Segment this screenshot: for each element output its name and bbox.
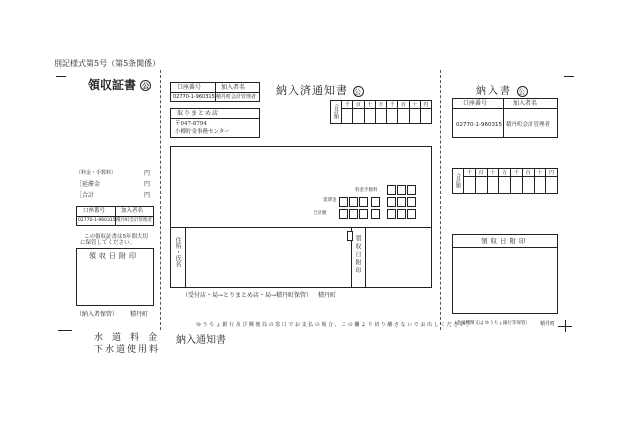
receipt-stamp-box: [76, 248, 154, 306]
notice-digit: 百: [397, 101, 408, 123]
sum-square: [339, 209, 348, 219]
fee-square: [407, 185, 416, 195]
late-square: [387, 197, 396, 207]
receipt-name-header: 加入者名: [121, 208, 144, 214]
payment-account-number: 02770-1-960315: [456, 122, 502, 128]
notice-main-box: [170, 146, 432, 288]
notice-late-label: 延滞金: [323, 198, 337, 203]
fee-title-line2: 下水道使用料: [94, 345, 161, 355]
payment-total-label: 合計額: [455, 173, 461, 188]
crop-mark: [58, 330, 72, 331]
notice-collector-box: [170, 108, 260, 138]
fee-square: [387, 185, 396, 195]
receipt-amount-box: [76, 168, 154, 198]
receipt-fee-unit: 円: [144, 170, 151, 177]
notice-account-box: [170, 82, 260, 102]
notice-small-square: [347, 231, 353, 241]
payment-stamp-box: [452, 234, 558, 314]
fee-title-line1: 水道料金: [94, 333, 167, 343]
payment-account-header: 口座番号: [463, 100, 488, 107]
payment-digit: 十: [534, 169, 546, 193]
receipt-late-unit: 円: [144, 181, 151, 188]
sum-square: [359, 209, 368, 219]
payment-footer: （金融機関又は ゆうちょ銀行等保管）: [452, 321, 530, 326]
late-square: [349, 197, 358, 207]
notice-footer: （受付店・局→とりまとめ店・局→積丹町保管）: [182, 292, 313, 299]
payment-account-box: [452, 98, 558, 138]
notice-total-box: [330, 100, 432, 124]
payment-digit: 十: [487, 169, 499, 193]
receipt-fee-label: （料金・手数料）: [76, 170, 117, 176]
sum-square: [387, 209, 396, 219]
notice-digit: 千: [341, 101, 352, 123]
receipt-note-line2: に保管してください。: [80, 240, 136, 246]
late-square: [359, 197, 368, 207]
notice-digit: 千: [386, 101, 397, 123]
notice-collector-header: 取りまとめ店: [177, 110, 220, 117]
crop-mark: [564, 76, 574, 77]
payment-digit: 千: [510, 169, 522, 193]
late-square: [397, 197, 406, 207]
payment-total-box: [452, 168, 558, 194]
notice-postal-code: 〒047-8794: [175, 121, 207, 127]
receipt-account-header: 口座番号: [83, 208, 106, 214]
payment-digit: 百: [475, 169, 487, 193]
notice-digit: 十: [409, 101, 420, 123]
receipt-footer-town: 積丹町: [130, 311, 149, 318]
payment-digit: 百: [522, 169, 534, 193]
notice-total-label: 合計額: [333, 104, 339, 119]
crop-mark: [565, 320, 566, 332]
payment-stamp-header: 領収日附印: [481, 237, 529, 245]
receipt-note-line1: この領収証書は5年間大切: [84, 234, 149, 240]
notice-account-name: 積丹町会計管理者: [216, 94, 257, 100]
notice-digit: 百: [352, 101, 363, 123]
notice-sum-label: 合計額: [313, 211, 327, 216]
notice-address-label: 住所・氏名: [174, 237, 181, 267]
bottom-note: ゆうちょ銀行及び郵便局の窓口でお支払の場合、この欄より切り離さないでお出しください。: [196, 322, 474, 328]
fee-square: [397, 185, 406, 195]
late-square: [407, 197, 416, 207]
separator-left: [160, 70, 161, 330]
late-square: [371, 197, 380, 207]
fee-title-label: 納入通知書: [176, 335, 226, 346]
payment-digit: 万: [498, 169, 510, 193]
payment-digit: 千: [463, 169, 475, 193]
receipt-account-name: 積丹町会計管理者: [116, 218, 152, 223]
receipt-stamp-header: 領収日附印: [89, 252, 139, 260]
notice-digit: 円: [420, 101, 431, 123]
receipt-title: 領収証書 公: [88, 78, 150, 92]
receipt-account-box: [76, 206, 154, 226]
notice-digit: 万: [375, 101, 386, 123]
notice-account-header: 口座番号: [177, 84, 202, 91]
payment-title: 納入書 公: [476, 86, 528, 97]
receipt-footer: （納入者保管）: [76, 311, 119, 318]
receipt-late-label: ［延滞金: [76, 181, 101, 188]
receipt-total-unit: 円: [144, 192, 151, 199]
notice-collector-name: 小樽貯金事務センター: [175, 129, 230, 135]
notice-stamp-label: 領収日附印: [354, 235, 361, 275]
notice-title: 納入済通知書 公: [276, 84, 362, 97]
separator-right: [440, 70, 441, 330]
payment-digit: 円: [545, 169, 557, 193]
late-square: [339, 197, 348, 207]
notice-name-header: 加入者名: [221, 84, 246, 91]
payment-digit-row: [463, 169, 557, 193]
sum-square: [371, 209, 380, 219]
sum-square: [397, 209, 406, 219]
receipt-total-label: ［合計: [76, 192, 95, 199]
form-label: 別記様式第5号（第5条関係）: [54, 59, 161, 68]
notice-fee-label: 料金手数料: [355, 188, 378, 193]
payment-footer-town: 積丹町: [540, 321, 556, 327]
notice-digit: 十: [364, 101, 375, 123]
sum-square: [407, 209, 416, 219]
receipt-account-number: 02770-1-960315: [78, 218, 116, 223]
payment-account-name: 積丹町会計管理者: [506, 122, 551, 128]
notice-digit-row: [341, 101, 431, 123]
sum-square: [349, 209, 358, 219]
crop-mark: [56, 76, 66, 77]
notice-account-number: 02770-1-960315: [173, 94, 215, 100]
notice-footer-town: 積丹町: [318, 292, 337, 299]
payment-name-header: 加入者名: [513, 100, 538, 107]
